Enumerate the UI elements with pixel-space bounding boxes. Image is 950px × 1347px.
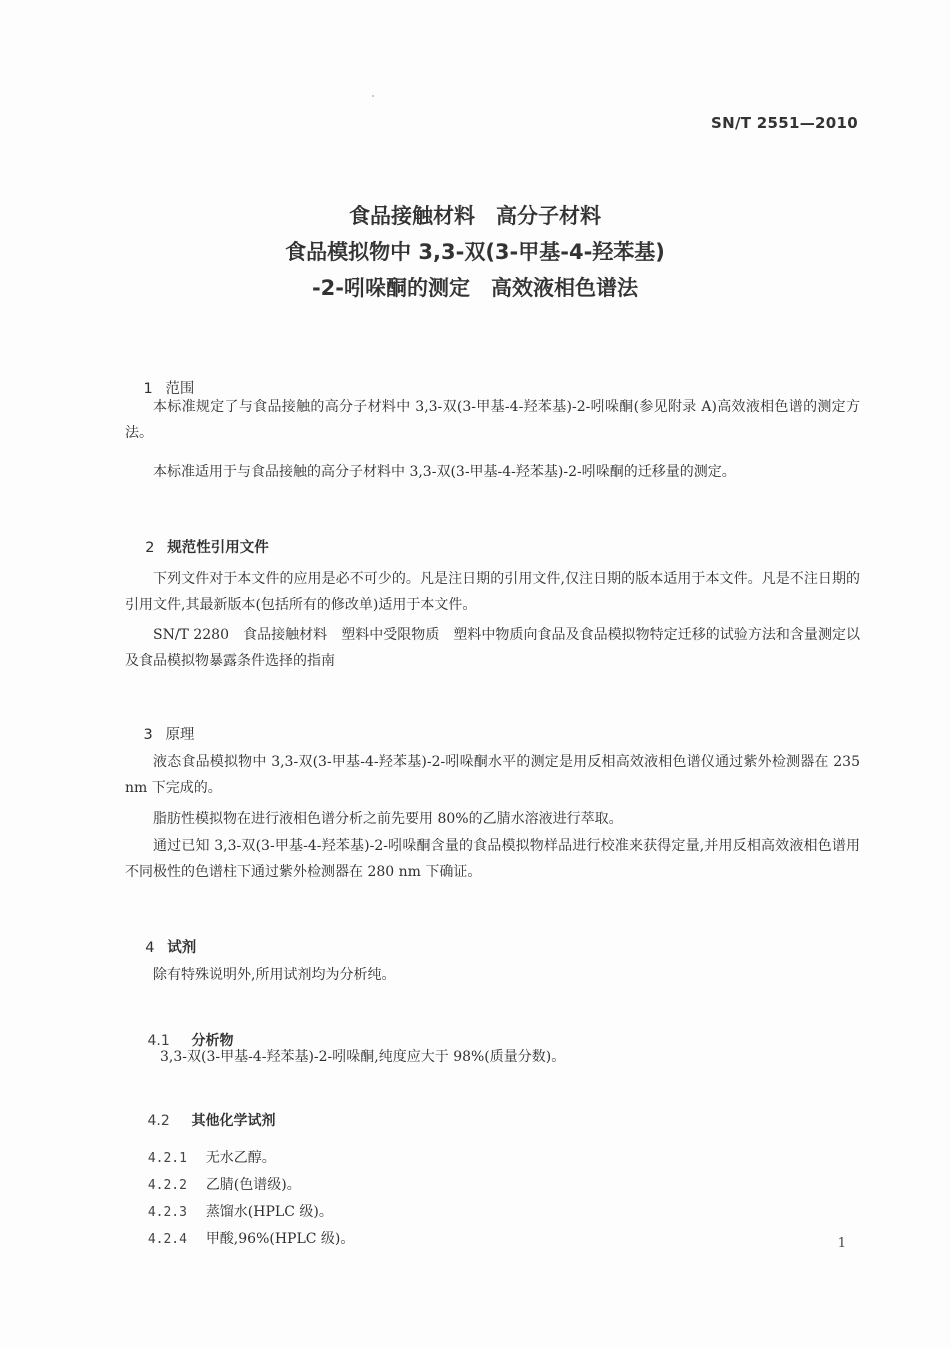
item-text: 蒸馏水(HPLC 级)。 <box>205 1204 333 1220</box>
section-number: 3 <box>143 727 153 743</box>
item-number: 4.2.1 <box>147 1151 187 1166</box>
subsection-title: 其他化学试剂 <box>191 1113 276 1129</box>
section-title: 规范性引用文件 <box>167 540 269 556</box>
section-1-para-1: 本标准规定了与食品接触的高分子材料中 3,3-双(3-甲基-4-羟苯基)-2-吲哚酮(参见附录 A)高效液相色谱的测定方法。 <box>125 399 860 441</box>
scan-speck <box>372 95 374 97</box>
item-text: 无水乙醇。 <box>205 1150 276 1166</box>
title-line-1: 食品接触材料 高分子材料 <box>349 204 601 228</box>
section-number: 2 <box>145 540 155 556</box>
section-number: 1 <box>143 381 153 397</box>
page-number: 1 <box>837 1236 846 1251</box>
section-3-para-3: 通过已知 3,3-双(3-甲基-4-羟苯基)-2-吲哚酮含量的食品模拟物样品进行校准来获得定量,并用反相高效液相色谱用不同极性的色谱柱下通过紫外检测器在 280 nm 下确证。 <box>125 838 860 880</box>
standard-number: SN/T 2551—2010 <box>711 114 858 132</box>
section-3-para-2: 脂肪性模拟物在进行液相色谱分析之前先要用 80%的乙腈水溶液进行萃取。 <box>153 811 623 827</box>
section-title: 范围 <box>165 381 195 397</box>
item-text: 乙腈(色谱级)。 <box>205 1177 301 1193</box>
title-line-3: -2-吲哚酮的测定 高效液相色谱法 <box>311 276 639 300</box>
section-title: 试剂 <box>167 940 197 956</box>
section-2-para-1: 下列文件对于本文件的应用是必不可少的。凡是注日期的引用文件,仅注日期的版本适用于本文件。凡是不注日期的引用文件,其最新版本(包括所有的修改单)适用于本文件。 <box>125 571 860 613</box>
section-4-para-1: 除有特殊说明外,所用试剂均为分析纯。 <box>153 967 396 983</box>
item-number: 4.2.3 <box>147 1205 187 1220</box>
subsection-4-1-text: 3,3-双(3-甲基-4-羟苯基)-2-吲哚酮,纯度应大于 98%(质量分数)。 <box>160 1049 566 1065</box>
item-text: 甲酸,96%(HPLC 级)。 <box>205 1231 355 1247</box>
section-title: 原理 <box>165 727 195 743</box>
item-number: 4.2.4 <box>147 1232 187 1247</box>
title-line-2: 食品模拟物中 3,3-双(3-甲基-4-羟苯基) <box>285 240 665 264</box>
section-3-para-1: 液态食品模拟物中 3,3-双(3-甲基-4-羟苯基)-2-吲哚酮水平的测定是用反相高效液相色谱仪通过紫外检测器在 235 nm 下完成的。 <box>125 754 860 796</box>
item-number: 4.2.2 <box>147 1178 187 1193</box>
subsection-number: 4.2 <box>147 1113 170 1129</box>
section-number: 4 <box>145 940 155 956</box>
subsection-number: 4.1 <box>147 1033 170 1049</box>
section-2-para-2: SN/T 2280 食品接触材料 塑料中受限物质 塑料中物质向食品及食品模拟物特定迁移的试验方法和含量测定以及食品模拟物暴露条件选择的指南 <box>125 627 860 669</box>
list-item-4-2-4 <box>130 1212 354 1264</box>
section-1-para-2: 本标准适用于与食品接触的高分子材料中 3,3-双(3-甲基-4-羟苯基)-2-吲哚酮的迁移量的测定。 <box>153 464 736 480</box>
document-title <box>0 198 950 306</box>
subsection-title: 分析物 <box>191 1033 234 1049</box>
